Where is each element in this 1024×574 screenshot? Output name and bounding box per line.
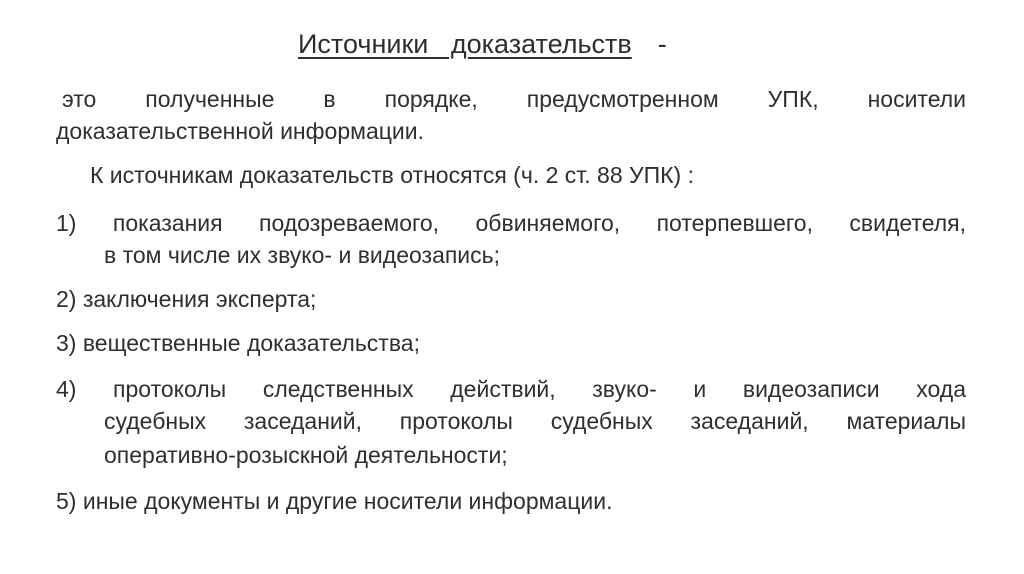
slide-title — [298, 28, 667, 60]
definition-line-2: доказательственной информации. — [56, 118, 424, 144]
list-item-4-line-1: 4) протоколы следственных действий, звуко- и видеозаписи хода — [56, 376, 966, 402]
sources-intro: К источникам доказательств относятся (ч. 2 ст. 88 УПК) : — [90, 162, 694, 188]
list-item-2: 2) заключения эксперта; — [56, 286, 317, 312]
definition-line-1: это полученные в порядке, предусмотренном УПК, носители — [62, 86, 966, 112]
list-item-1-line-1: 1) показания подозреваемого, обвиняемого, потерпевшего, свидетеля, — [56, 210, 966, 236]
list-item-4-line-2: судебных заседаний, протоколы судебных заседаний, материалы — [104, 408, 966, 434]
list-item-3: 3) вещественные доказательства; — [56, 330, 420, 356]
slide-title-main: Источники доказательств — [298, 29, 632, 59]
slide-title-dash: - — [657, 29, 667, 59]
list-item-4-line-3: оперативно-розыскной деятельности; — [104, 442, 508, 468]
list-item-1-line-2: в том числе их звуко- и видеозапись; — [104, 242, 501, 268]
list-item-5: 5) иные документы и другие носители информации. — [56, 488, 613, 514]
